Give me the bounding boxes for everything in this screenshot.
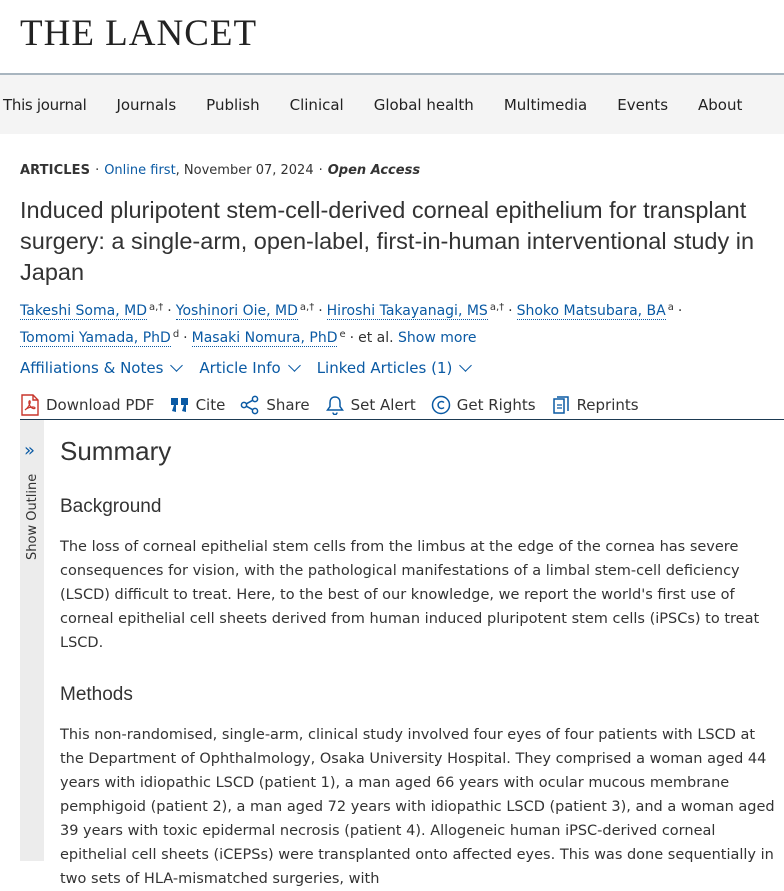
publish-date: , November 07, 2024 [175, 163, 314, 178]
article-meta [20, 163, 784, 178]
author-list [20, 296, 780, 350]
open-access-label: Open Access [327, 163, 421, 178]
nav-events[interactable]: Events [617, 95, 669, 114]
reprints-button[interactable] [551, 395, 639, 415]
background-heading: Background [60, 496, 162, 517]
cite-button[interactable] [170, 396, 226, 414]
section-divider [20, 419, 784, 420]
meta-separator: · [95, 163, 100, 178]
article-header [0, 163, 784, 416]
set-alert-button[interactable] [325, 395, 416, 415]
author-link[interactable]: Shoko Matsubara, BA [516, 303, 666, 319]
article-links [20, 359, 784, 377]
article-body [60, 436, 780, 891]
author-link[interactable]: Yoshinori Oie, MD [175, 303, 298, 319]
background-paragraph: The loss of corneal epithelial stem cells from the limbus at the edge of the cornea has severe consequences for vision, with the pathological manifestations of a limbal stem-cell deficiency (LSCD) difficult to treat. Here, to the best of our knowledge, we report the world's first use of corneal epithelial cell sheets derived from human induced pluripotent stem cells (iPSCs) to treat LSCD. [60, 539, 760, 651]
affiliations-notes-toggle[interactable] [20, 359, 181, 377]
methods-paragraph: This non-randomised, single-arm, clinical study involved four eyes of four patients with LSCD at the Department of Ophthalmology, Osaka University Hospital. They comprised a woman aged 44 years with idiopathic LSCD (patient 1), a man aged 66 years with ocular mucous membrane pemphigoid (patient 2), a man aged 72 years with idiopathic LSCD (patient 3), and a woman aged 39 years with toxic epidermal necrosis (patient 4). Allogeneic human iPSC-derived corneal epithelial cell sheets (iCEPSs) were transplanted onto affected eyes. This was done sequentially in two sets of HLA-mismatched surgeries, with [60, 727, 775, 887]
show-more-authors-link[interactable]: Show more [398, 330, 477, 346]
share-button[interactable] [240, 395, 309, 415]
copyright-icon [431, 395, 451, 415]
article-title: Induced pluripotent stem-cell-derived corneal epithelium for transplant surgery: a single-arm, open-label, first-in-human interventional study in Japan [20, 197, 755, 285]
bell-icon [325, 395, 345, 415]
author-link[interactable]: Hiroshi Takayanagi, MS [326, 303, 488, 319]
quote-icon [170, 396, 190, 414]
author-link[interactable]: Masaki Nomura, PhD [191, 330, 338, 346]
affiliations-label: Affiliations & Notes [20, 359, 164, 377]
download-pdf-button[interactable] [20, 394, 155, 416]
et-al: et al. [358, 330, 394, 346]
show-outline-label[interactable]: Show Outline [25, 473, 40, 560]
author-separator: · [677, 303, 683, 319]
summary-heading: Summary [60, 436, 172, 466]
author-affiliation-sup: d [172, 329, 180, 340]
nav-journals[interactable]: Journals [116, 95, 177, 114]
document-copy-icon [551, 395, 571, 415]
linked-articles-label: Linked Articles (1) [316, 359, 453, 377]
author-affiliation-sup: a [667, 302, 674, 313]
author-separator: · [167, 303, 172, 319]
author-affiliation-sup: e [339, 329, 346, 340]
download-pdf-label: Download PDF [46, 396, 155, 414]
double-chevron-right-icon[interactable]: » [24, 440, 36, 461]
author-link[interactable]: Takeshi Soma, MD [20, 303, 147, 319]
get-rights-button[interactable] [431, 395, 536, 415]
author-separator: · [318, 303, 323, 319]
share-label: Share [266, 396, 310, 414]
nav-clinical[interactable]: Clinical [289, 95, 344, 114]
author-separator: · [183, 330, 188, 346]
nav-this-journal[interactable]: This journal [3, 95, 87, 114]
article-info-label: Article Info [199, 359, 281, 377]
chevron-down-icon [288, 359, 301, 372]
cite-label: Cite [195, 396, 226, 414]
chevron-down-icon [459, 359, 472, 372]
article-type: ARTICLES [20, 163, 91, 178]
author-separator: · [349, 330, 355, 346]
author-affiliation-sup: a,† [299, 302, 315, 313]
set-alert-label: Set Alert [350, 396, 416, 414]
main-nav [0, 75, 784, 134]
author-affiliation-sup: a,† [489, 302, 505, 313]
nav-publish[interactable]: Publish [206, 95, 260, 114]
chevron-down-icon [171, 359, 184, 372]
nav-about[interactable]: About [698, 95, 743, 114]
author-link[interactable]: Tomomi Yamada, PhD [20, 330, 171, 346]
methods-heading: Methods [60, 684, 133, 705]
lancet-logo[interactable]: THE LANCET [20, 13, 258, 54]
pdf-icon [20, 394, 40, 416]
reprints-label: Reprints [576, 396, 639, 414]
meta-separator: · [318, 163, 323, 178]
nav-multimedia[interactable]: Multimedia [503, 95, 588, 114]
share-icon [240, 395, 260, 415]
article-info-toggle[interactable] [199, 359, 298, 377]
online-first-link[interactable]: Online first [104, 163, 176, 178]
get-rights-label: Get Rights [456, 396, 536, 414]
outline-sidebar[interactable] [20, 420, 44, 861]
masthead [0, 0, 784, 75]
author-affiliation-sup: a,† [148, 302, 164, 313]
linked-articles-toggle[interactable] [317, 359, 471, 377]
nav-global-health[interactable]: Global health [373, 95, 474, 114]
article-toolbar [20, 394, 784, 416]
author-separator: · [508, 303, 513, 319]
